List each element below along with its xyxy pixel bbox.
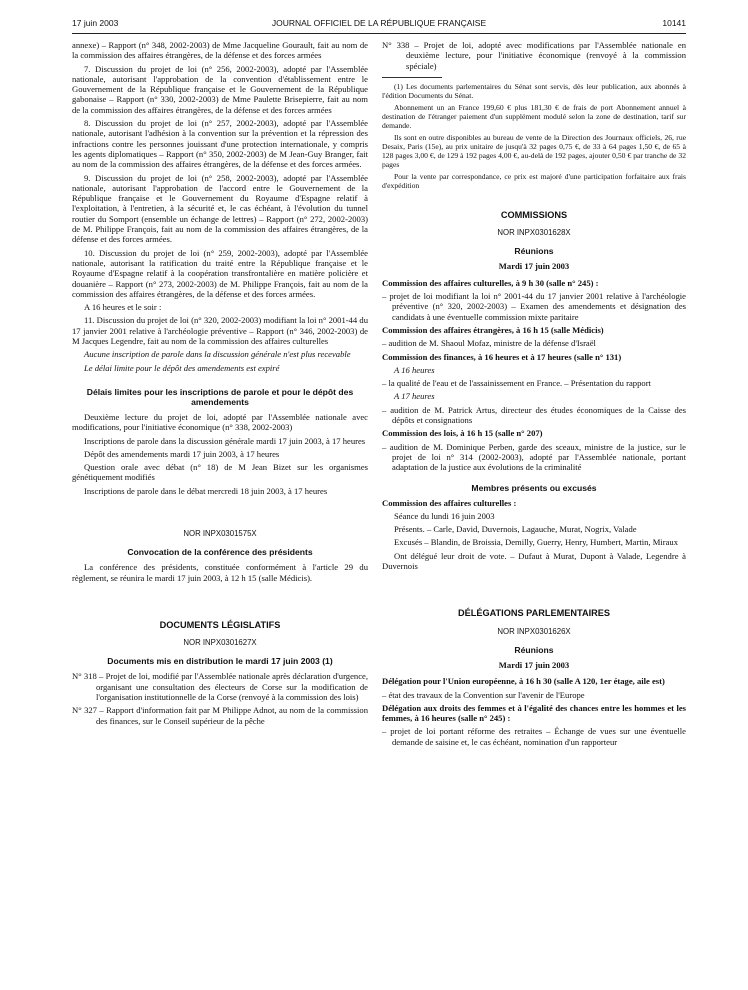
convocation-heading: Convocation de la conférence des présidents: [127, 547, 313, 558]
delegation-union-europeenne: Délégation pour l'Union européenne, à 16 h 30 (salle A 120, 1er étage, aile est): [382, 676, 665, 687]
nor-reference-3: NOR INPX0301628X: [497, 228, 571, 238]
membres-commission: Commission des affaires culturelles :: [382, 497, 517, 508]
document-n327: N° 327 – Rapport d'information fait par M Philippe Adnot, au nom de la commission des finances, sur le Conseil supérieur de la pêche: [72, 705, 368, 726]
commission-lois: Commission des lois, à 16 h 15 (salle n° 207): [382, 428, 543, 439]
convocation-text: La conférence des présidents, constituée conformément à l'article 29 du règlement, se réunira le mardi 17 juin 2003, à 12 h 15 (salle Médicis).: [72, 562, 368, 583]
nor-reference-1: NOR INPX0301575X: [183, 528, 257, 538]
membres-excuses: Excusés – Blandin, de Broissia, Demilly, Guerry, Henry, Humbert, Martin, Miraux: [394, 537, 679, 548]
documents-legislatifs-heading: DOCUMENTS LÉGISLATIFS: [159, 619, 281, 630]
commission-etrangeres-item: – audition de M. Shaoul Mofaz, ministre de la défense d'Israël: [382, 338, 596, 349]
paragraph-item-8: 8. Discussion du projet de loi (n° 257, 2002-2003), adopté par l'Assemblée nationale, autorisant l'adhésion à la convention sur la prévention et la répression des infractions contre les personnes jouissant d'une protection internationale, y compris les agents diplomatiques – Rapport (n° 350, 2002-2003) de M Jean-Guy Branger, fait au nom de la commission des affaires étrangères, de la défense et des forces armées.: [72, 118, 368, 170]
commission-culturelles: Commission des affaires culturelles, à 9 h 30 (salle n° 245) :: [382, 277, 599, 288]
footnote-1: (1) Les documents parlementaires du Sénat sont servis, dès leur publication, aux abonnés à l'édition Documents du Sénat.: [382, 81, 686, 100]
delais-item-4: Question orale avec débat (n° 18) de M Jean Bizet sur les organismes génétiquement modifiés: [72, 462, 368, 483]
header-title: JOURNAL OFFICIEL DE LA RÉPUBLIQUE FRANÇAISE: [271, 18, 487, 28]
delais-heading: Délais limites pour les inscriptions de parole et pour le dépôt des amendements: [86, 386, 354, 407]
header-date: 17 juin 2003: [72, 18, 119, 28]
membres-heading: Membres présents ou excusés: [471, 482, 597, 493]
delegation-droits-femmes-item: – projet de loi portant réforme des retraites – Échange de vues sur une éventuelle demande de saisine et, le cas échéant, nomination d'un rapporteur: [382, 726, 686, 747]
finances-17h: A 17 heures: [394, 391, 435, 402]
commission-finances: Commission des finances, à 16 heures et à 17 heures (salle n° 131): [382, 351, 622, 362]
right-column: [382, 40, 686, 750]
footnote-abonnement: Abonnement un an France 199,60 € plus 181,30 € de frais de port Abonnement annuel à destination de l'étranger paiement d'un supplément modulé selon la zone de destination, tarif sur demande.: [382, 102, 686, 130]
paragraph-delai-limite: Le délai limite pour le dépôt des amendements est expiré: [84, 362, 280, 373]
header-rule: [72, 33, 686, 34]
delegation-union-europeenne-item: – état des travaux de la Convention sur l'avenir de l'Europe: [382, 689, 585, 700]
left-column: [72, 40, 368, 729]
documents-distribution-heading: Documents mis en distribution le mardi 17 juin 2003 (1): [107, 656, 333, 667]
delais-item-2: Inscriptions de parole dans la discussion générale mardi 17 juin 2003, à 17 heures: [84, 435, 366, 446]
commissions-heading: COMMISSIONS: [500, 209, 568, 220]
paragraph-item-11: 11. Discussion du projet de loi (n° 320, 2002-2003) modifiant la loi n° 2001-44 du 17 janvier 2001 relative à l'archéologie préventive – Rapport (n° 346, 2002-2003) de M Jacques Legendre, fait au nom de la commission des affaires culturelles: [72, 315, 368, 347]
membres-delegation-vote: Ont délégué leur droit de vote. – Dufaut à Murat, Dupont à Valade, Legendre à Duvernois: [382, 550, 686, 572]
paragraph-item-10: 10. Discussion du projet de loi (n° 259, 2002-2003), adopté par l'Assemblée nationale, autorisant la ratification du traité entre la République française et le Royaume d'Espagne relatif à la coopération transfrontalière en matière policière et douanière – Rapport (n° 273, 2002-2003) de M. Philippe François, fait au nom de la commission des affaires étrangères, de la défense et des forces armées.: [72, 247, 368, 299]
paragraph-16-heures: A 16 heures et le soir :: [84, 302, 162, 313]
membres-seance: Séance du lundi 16 juin 2003: [394, 510, 495, 521]
nor-reference-4: NOR INPX0301626X: [497, 626, 571, 636]
reunions-heading-1: Réunions: [514, 246, 554, 257]
document-n318: N° 318 – Projet de loi, modifié par l'Assemblée nationale après déclaration d'urgence, organisant une consultation des électeurs de Corse sur la modification de l'organisation institutionnelle de la Corse (renvoyé à la commission des lois): [72, 671, 368, 703]
paragraph-item-7: 7. Discussion du projet de loi (n° 256, 2002-2003), adopté par l'Assemblée nationale, autorisant l'approbation de la convention d'établissement entre le Gouvernement de la République française et le Gouvernement de la République gabonaise – Rapport (n° 330, 2002-2003) de Mme Paulette Brisepierre, fait au nom de la commission des affaires étrangères, de la défense et des forces armées: [72, 63, 368, 115]
delais-item-3: Dépôt des amendements mardi 17 juin 2003, à 17 heures: [84, 448, 280, 459]
delais-item-1: Deuxième lecture du projet de loi, adopté par l'Assemblée nationale avec modifications, pour l'initiative économique (n° 338, 2002-2003): [72, 411, 368, 433]
commission-lois-item: – audition de M. Dominique Perben, garde des sceaux, ministre de la justice, sur le projet de loi n° 314 (2002-2003), adopté par l'Assemblée nationale, portant adaptation de la justice aux évolutions de la criminalité: [382, 441, 686, 473]
footnote-prix: Ils sont en outre disponibles au bureau de vente de la Direction des Journaux officiels, 26, rue Desaix, Paris (15e), au prix unitaire de jusqu'à 32 pages 0,75 €, de 33 à 64 pages 1,50 €, de 65 à 128 pages 3,00 €, de 129 à 192 pages 4,00 €, au-delà de 192 pages, ajouter 0,50 € par tranche de 32 pages: [382, 132, 686, 169]
paragraph-aucune-inscription: Aucune inscription de parole dans la discussion générale n'est plus recevable: [84, 349, 351, 360]
finances-16h: A 16 heures: [394, 364, 435, 375]
footnote-correspondance: Pour la vente par correspondance, ce prix est majoré d'une participation forfaitaire aux frais d'expédition: [382, 171, 686, 190]
commission-culturelles-item: – projet de loi modifiant la loi n° 2001-44 du 17 janvier 2001 relative à l'archéologie préventive (n° 320, 2002-2003) – Examen des amendements et désignation des candidats à une éventuelle commission mixte paritaire: [382, 291, 686, 322]
document-n338: N° 338 – Projet de loi, adopté avec modifications par l'Assemblée nationale en deuxième lecture, pour l'initiative économique (renvoyé à la commission spéciale): [382, 40, 686, 71]
paragraph-annexe: annexe) – Rapport (n° 348, 2002-2003) de Mme Jacqueline Gourault, fait au nom de la commission des affaires étrangères, de la défense et des forces armées: [72, 40, 368, 61]
nor-reference-2: NOR INPX0301627X: [183, 638, 257, 648]
date-heading-1: Mardi 17 juin 2003: [498, 261, 570, 272]
delais-item-5: Inscriptions de parole dans le débat mercredi 18 juin 2003, à 17 heures: [84, 485, 328, 496]
delegations-heading: DÉLÉGATIONS PARLEMENTAIRES: [457, 608, 611, 619]
page-header: [72, 18, 686, 32]
finances-17h-item: – audition de M. Patrick Artus, directeur des études économiques de la Caisse des dépôts et consignations: [382, 404, 686, 426]
date-heading-2: Mardi 17 juin 2003: [498, 659, 570, 670]
reunions-heading-2: Réunions: [514, 644, 554, 655]
header-page-number: 10141: [662, 18, 686, 28]
commission-etrangeres: Commission des affaires étrangères, à 16 h 15 (salle Médicis): [382, 324, 604, 335]
delegation-droits-femmes: Délégation aux droits des femmes et à l'égalité des chances entre les hommes et les femmes, à 16 heures (salle n° 245) :: [382, 702, 686, 724]
membres-presents: Présents. – Carle, David, Duvernois, Lagauche, Murat, Nogrix, Valade: [394, 524, 637, 535]
paragraph-item-9: 9. Discussion du projet de loi (n° 258, 2002-2003), adopté par l'Assemblée nationale, autorisant l'approbation de l'accord entre le Gouvernement de la République française et le Gouvernement du Royaume d'Espagne relatif à l'exploitation, à l'entretien, à la sécurité et, le cas échéant, à l'évolution du tunnel routier du Somport (ensemble un échange de lettres) – Rapport (n° 272, 2002-2003) de M. Philippe François, fait au nom de la commission des affaires étrangères, de la défense et des forces armées.: [72, 172, 368, 245]
footnote-rule: [382, 77, 442, 78]
finances-16h-item: – la qualité de l'eau et de l'assainissement en France. – Présentation du rapport: [382, 378, 651, 389]
